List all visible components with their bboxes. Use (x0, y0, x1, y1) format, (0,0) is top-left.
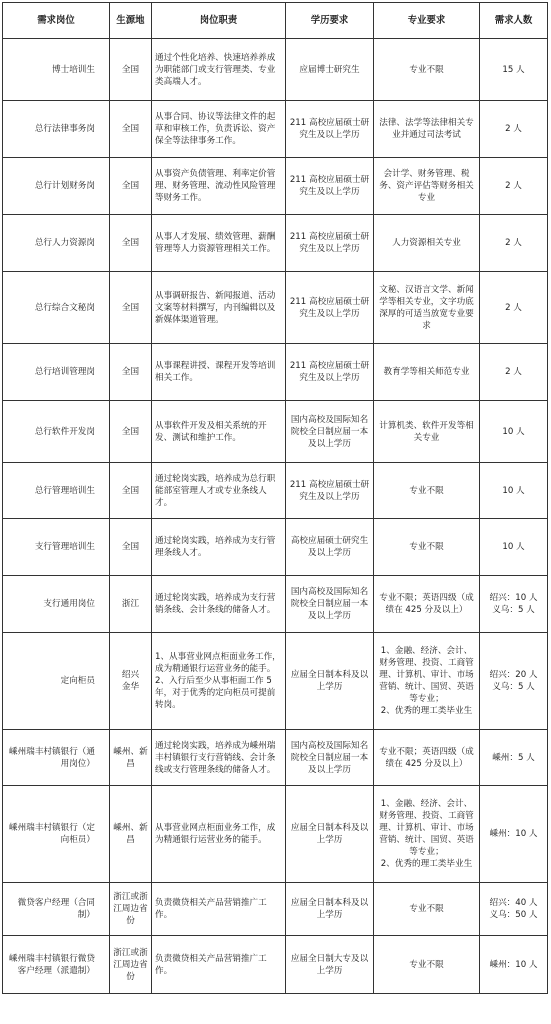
cell-post: 总行法律事务岗 (3, 101, 110, 158)
cell-duty: 1、从事营业网点柜面业务工作，成为精通银行运营业务的能手。 2、入行后至少从事柜面工作 5 年，对于优秀的定向柜员可提前转岗。 (152, 633, 286, 730)
cell-count: 2 人 (480, 344, 548, 401)
cell-origin: 全国 (110, 519, 152, 576)
table-row (3, 883, 548, 936)
cell-post: 总行计划财务岗 (3, 158, 110, 215)
cell-education: 应届全日制大专及以上学历 (286, 936, 374, 994)
table-row (3, 215, 548, 272)
header-education: 学历要求 (286, 3, 374, 39)
cell-count: 2 人 (480, 101, 548, 158)
cell-count: 10 人 (480, 401, 548, 463)
cell-duty: 从事软件开发及相关系统的开发、测试和维护工作。 (152, 401, 286, 463)
cell-duty: 从事课程讲授、课程开发等培训相关工作。 (152, 344, 286, 401)
cell-major: 专业不限；英语四级（成绩在 425 分及以上） (374, 730, 480, 786)
cell-major: 计算机类、软件开发等相关专业 (374, 401, 480, 463)
cell-count: 10 人 (480, 519, 548, 576)
cell-education: 国内高校及国际知名院校全日制应届一本及以上学历 (286, 576, 374, 633)
table-row (3, 463, 548, 519)
header-row (3, 3, 548, 39)
table-row (3, 730, 548, 786)
table-row (3, 519, 548, 576)
cell-education: 211 高校应届硕士研究生及以上学历 (286, 463, 374, 519)
cell-count: 绍兴：20 人 义乌：5 人 (480, 633, 548, 730)
cell-duty: 从事合同、协议等法律文件的起草和审核工作，负责诉讼、资产保全等法律事务工作。 (152, 101, 286, 158)
cell-post: 总行培训管理岗 (3, 344, 110, 401)
table-row (3, 786, 548, 883)
cell-count: 绍兴：40 人 义乌：50 人 (480, 883, 548, 936)
cell-duty: 从事营业网点柜面业务工作，成为精通银行运营业务的能手。 (152, 786, 286, 883)
cell-post: 博士培训生 (3, 39, 110, 101)
cell-count: 绍兴：10 人 义乌：5 人 (480, 576, 548, 633)
cell-origin: 全国 (110, 463, 152, 519)
cell-count: 10 人 (480, 463, 548, 519)
cell-count: 2 人 (480, 272, 548, 344)
cell-origin: 浙江 (110, 576, 152, 633)
cell-count: 2 人 (480, 215, 548, 272)
cell-major: 人力资源相关专业 (374, 215, 480, 272)
cell-major: 文秘、汉语言文学、新闻学等相关专业，文字功底深厚的可适当放宽专业要求 (374, 272, 480, 344)
cell-education: 211 高校应届硕士研究生及以上学历 (286, 215, 374, 272)
cell-duty: 从事资产负债管理、利率定价管理、财务管理、流动性风险管理等财务工作。 (152, 158, 286, 215)
cell-major: 专业不限 (374, 39, 480, 101)
cell-origin: 浙江或浙江周边省份 (110, 936, 152, 994)
cell-post: 总行人力资源岗 (3, 215, 110, 272)
cell-origin: 全国 (110, 158, 152, 215)
cell-count: 嵊州：5 人 (480, 730, 548, 786)
cell-origin: 嵊州、新昌 (110, 730, 152, 786)
cell-post: 微贷客户经理（合同制） (3, 883, 110, 936)
recruitment-table-wrapper (2, 2, 547, 994)
cell-origin: 全国 (110, 344, 152, 401)
cell-major: 专业不限 (374, 883, 480, 936)
table-row (3, 633, 548, 730)
cell-count: 嵊州：10 人 (480, 936, 548, 994)
table-row (3, 936, 548, 994)
cell-post: 总行管理培训生 (3, 463, 110, 519)
cell-major: 会计学、财务管理、税务、资产评估等财务相关专业 (374, 158, 480, 215)
cell-count: 嵊州：10 人 (480, 786, 548, 883)
cell-count: 15 人 (480, 39, 548, 101)
header-post: 需求岗位 (3, 3, 110, 39)
cell-origin: 绍兴 金华 (110, 633, 152, 730)
cell-education: 211 高校应届硕士研究生及以上学历 (286, 272, 374, 344)
cell-post: 嵊州瑞丰村镇银行（通用岗位） (3, 730, 110, 786)
cell-major: 专业不限 (374, 463, 480, 519)
cell-duty: 从事人才发展、绩效管理、薪酬管理等人力资源管理相关工作。 (152, 215, 286, 272)
cell-duty: 负责微贷相关产品营销推广工作。 (152, 936, 286, 994)
cell-origin: 全国 (110, 39, 152, 101)
cell-major: 专业不限 (374, 519, 480, 576)
cell-origin: 浙江或浙江周边省份 (110, 883, 152, 936)
cell-origin: 嵊州、新昌 (110, 786, 152, 883)
cell-duty: 通过轮岗实践，培养成为支行管理条线人才。 (152, 519, 286, 576)
cell-post: 支行通用岗位 (3, 576, 110, 633)
cell-duty: 负责微贷相关产品营销推广工作。 (152, 883, 286, 936)
cell-education: 国内高校及国际知名院校全日制应届一本及以上学历 (286, 401, 374, 463)
table-row (3, 576, 548, 633)
cell-education: 国内高校及国际知名院校全日制应届一本及以上学历 (286, 730, 374, 786)
table-row (3, 39, 548, 101)
cell-education: 应届全日制本科及以上学历 (286, 883, 374, 936)
cell-major: 1、金融、经济、会计、财务管理、投资、工商管理、计算机、审计、市场营销、统计、国贸、英语等专业； 2、优秀的理工类毕业生 (374, 786, 480, 883)
cell-duty: 从事调研报告、新闻报道、活动文案等材料撰写，内刊编辑以及新媒体渠道管理。 (152, 272, 286, 344)
cell-duty: 通过个性化培养、快速培养养成为职能部门或支行管理类、专业类高端人才。 (152, 39, 286, 101)
cell-major: 教育学等相关师范专业 (374, 344, 480, 401)
cell-duty: 通过轮岗实践，培养成为总行职能部室管理人才或专业条线人才。 (152, 463, 286, 519)
recruitment-table (2, 2, 548, 994)
header-major: 专业要求 (374, 3, 480, 39)
cell-post: 总行综合文秘岗 (3, 272, 110, 344)
cell-major: 1、金融、经济、会计、财务管理、投资、工商管理、计算机、审计、市场营销、统计、国贸、英语等专业； 2、优秀的理工类毕业生 (374, 633, 480, 730)
cell-post: 支行管理培训生 (3, 519, 110, 576)
table-row (3, 401, 548, 463)
cell-origin: 全国 (110, 272, 152, 344)
cell-origin: 全国 (110, 101, 152, 158)
header-count: 需求人数 (480, 3, 548, 39)
cell-duty: 通过轮岗实践，培养成为支行营销条线、会计条线的储备人才。 (152, 576, 286, 633)
cell-major: 专业不限；英语四级（成绩在 425 分及以上） (374, 576, 480, 633)
cell-education: 高校应届硕士研究生及以上学历 (286, 519, 374, 576)
table-row (3, 101, 548, 158)
table-row (3, 344, 548, 401)
cell-education: 211 高校应届硕士研究生及以上学历 (286, 101, 374, 158)
header-origin: 生源地 (110, 3, 152, 39)
cell-education: 211 高校应届硕士研究生及以上学历 (286, 158, 374, 215)
cell-education: 应届博士研究生 (286, 39, 374, 101)
cell-duty: 通过轮岗实践，培养成为嵊州瑞丰村镇银行支行营销线、会计条线或支行管理条线的储备人才。 (152, 730, 286, 786)
cell-post: 嵊州瑞丰村镇银行（定向柜员） (3, 786, 110, 883)
cell-count: 2 人 (480, 158, 548, 215)
cell-post: 嵊州瑞丰村镇银行微贷客户经理（派遣制） (3, 936, 110, 994)
cell-origin: 全国 (110, 401, 152, 463)
table-row (3, 158, 548, 215)
cell-post: 定向柜员 (3, 633, 110, 730)
cell-education: 211 高校应届硕士研究生及以上学历 (286, 344, 374, 401)
cell-origin: 全国 (110, 215, 152, 272)
header-duty: 岗位职责 (152, 3, 286, 39)
cell-major: 专业不限 (374, 936, 480, 994)
cell-education: 应届全日制本科及以上学历 (286, 633, 374, 730)
table-row (3, 272, 548, 344)
cell-education: 应届全日制本科及以上学历 (286, 786, 374, 883)
cell-major: 法律、法学等法律相关专业并通过司法考试 (374, 101, 480, 158)
cell-post: 总行软件开发岗 (3, 401, 110, 463)
